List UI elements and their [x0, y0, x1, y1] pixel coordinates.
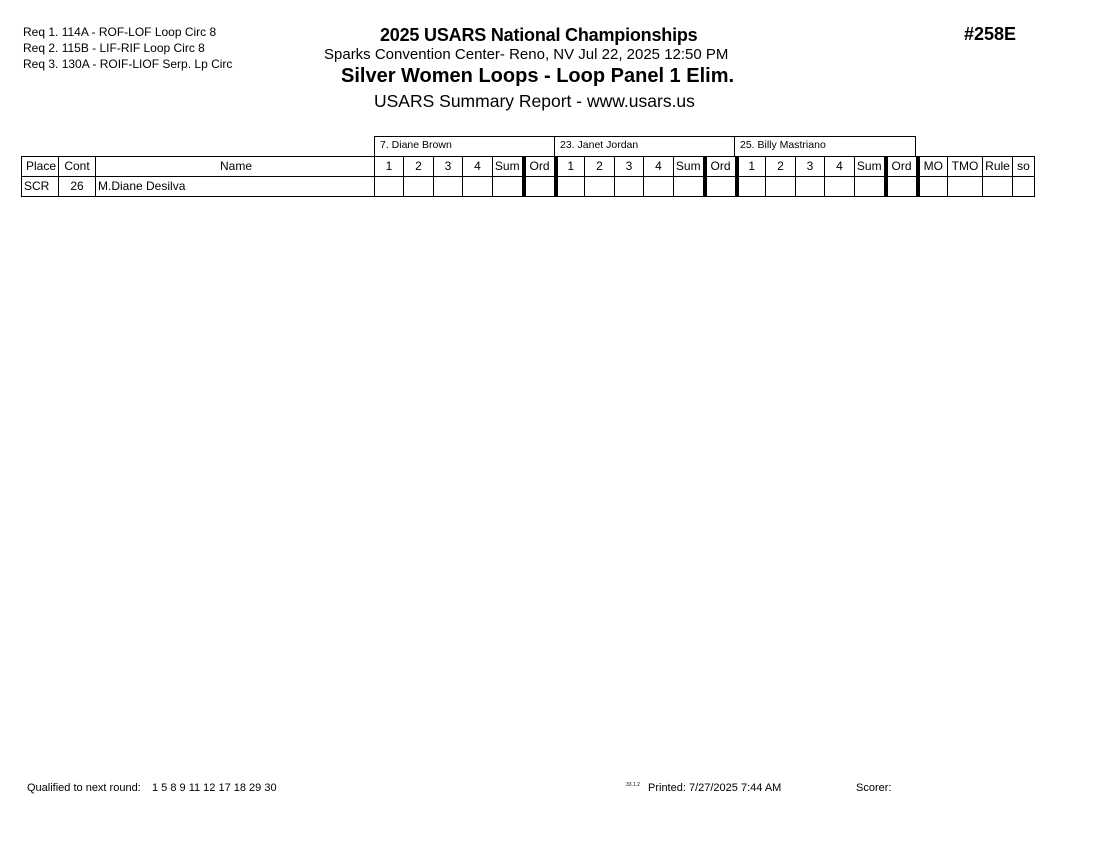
cell-j2-2: [585, 177, 615, 197]
cell-j1-4: [463, 177, 493, 197]
judge-header-1: 7. Diane Brown: [374, 136, 555, 156]
requirement-2: Req 2. 115B - LIF-RIF Loop Circ 8: [23, 41, 205, 55]
cell-j2-ord: [705, 177, 737, 197]
version-code: 33.1.2: [626, 782, 640, 788]
cell-j1-1: [375, 177, 404, 197]
printed-timestamp: Printed: 7/27/2025 7:44 AM: [648, 782, 782, 794]
cell-so: [1013, 177, 1035, 197]
header-j3-1: 1: [737, 157, 766, 177]
header-rule: Rule: [983, 157, 1013, 177]
header-mo: MO: [918, 157, 948, 177]
cell-j2-3: [615, 177, 644, 197]
cell-j1-3: [434, 177, 463, 197]
header-j3-3: 3: [796, 157, 825, 177]
cell-j3-2: [766, 177, 796, 197]
championship-title: 2025 USARS National Championships: [380, 25, 698, 45]
header-place: Place: [22, 157, 59, 177]
header-j3-sum: Sum: [855, 157, 886, 177]
row-name: M.Diane Desilva: [96, 177, 375, 197]
header-j2-2: 2: [585, 157, 615, 177]
requirement-3: Req 3. 130A - ROIF-LIOF Serp. Lp Circ: [23, 57, 233, 71]
cell-j3-sum: [855, 177, 886, 197]
cell-j2-4: [644, 177, 674, 197]
qualified-list: 1 5 8 9 11 12 17 18 29 30: [152, 782, 277, 794]
event-name: Silver Women Loops - Loop Panel 1 Elim.: [341, 65, 735, 87]
row-cont: 26: [59, 177, 96, 197]
cell-j1-ord: [524, 177, 556, 197]
cell-j3-ord: [886, 177, 918, 197]
header-j2-ord: Ord: [705, 157, 737, 177]
cell-j2-1: [556, 177, 585, 197]
event-number: #258E: [964, 24, 1017, 44]
header-j2-3: 3: [615, 157, 644, 177]
cell-j3-3: [796, 177, 825, 197]
header-j1-2: 2: [404, 157, 434, 177]
header-j3-ord: Ord: [886, 157, 918, 177]
header-j1-ord: Ord: [524, 157, 556, 177]
table-row: [22, 177, 1035, 197]
header-j2-4: 4: [644, 157, 674, 177]
header-j1-1: 1: [375, 157, 404, 177]
judge-header-2: 23. Janet Jordan: [554, 136, 735, 156]
header-j2-sum: Sum: [674, 157, 705, 177]
cell-rule: [983, 177, 1013, 197]
cell-j3-4: [825, 177, 855, 197]
header-j2-1: 1: [556, 157, 585, 177]
header-j1-3: 3: [434, 157, 463, 177]
cell-j3-1: [737, 177, 766, 197]
header-tmo: TMO: [948, 157, 983, 177]
scorer-label: Scorer:: [856, 782, 892, 794]
cell-mo: [918, 177, 948, 197]
results-table: [21, 156, 1035, 197]
cell-j1-sum: [493, 177, 524, 197]
cell-j1-2: [404, 177, 434, 197]
report-title: USARS Summary Report - www.usars.us: [374, 91, 695, 111]
qualified-label: Qualified to next round:: [27, 782, 141, 794]
header-cont: Cont: [59, 157, 96, 177]
header-j1-4: 4: [463, 157, 493, 177]
row-place: SCR: [22, 177, 59, 197]
header-name: Name: [96, 157, 375, 177]
cell-tmo: [948, 177, 983, 197]
table-header-row: [22, 157, 1035, 177]
header-j3-4: 4: [825, 157, 855, 177]
requirement-1: Req 1. 114A - ROF-LOF Loop Circ 8: [23, 25, 217, 39]
cell-j2-sum: [674, 177, 705, 197]
header-j1-sum: Sum: [493, 157, 524, 177]
header-j3-2: 2: [766, 157, 796, 177]
header-so: so: [1013, 157, 1035, 177]
venue-datetime: Sparks Convention Center- Reno, NV Jul 22, 2025 12:50 PM: [324, 46, 729, 63]
judge-header-3: 25. Billy Mastriano: [734, 136, 916, 156]
